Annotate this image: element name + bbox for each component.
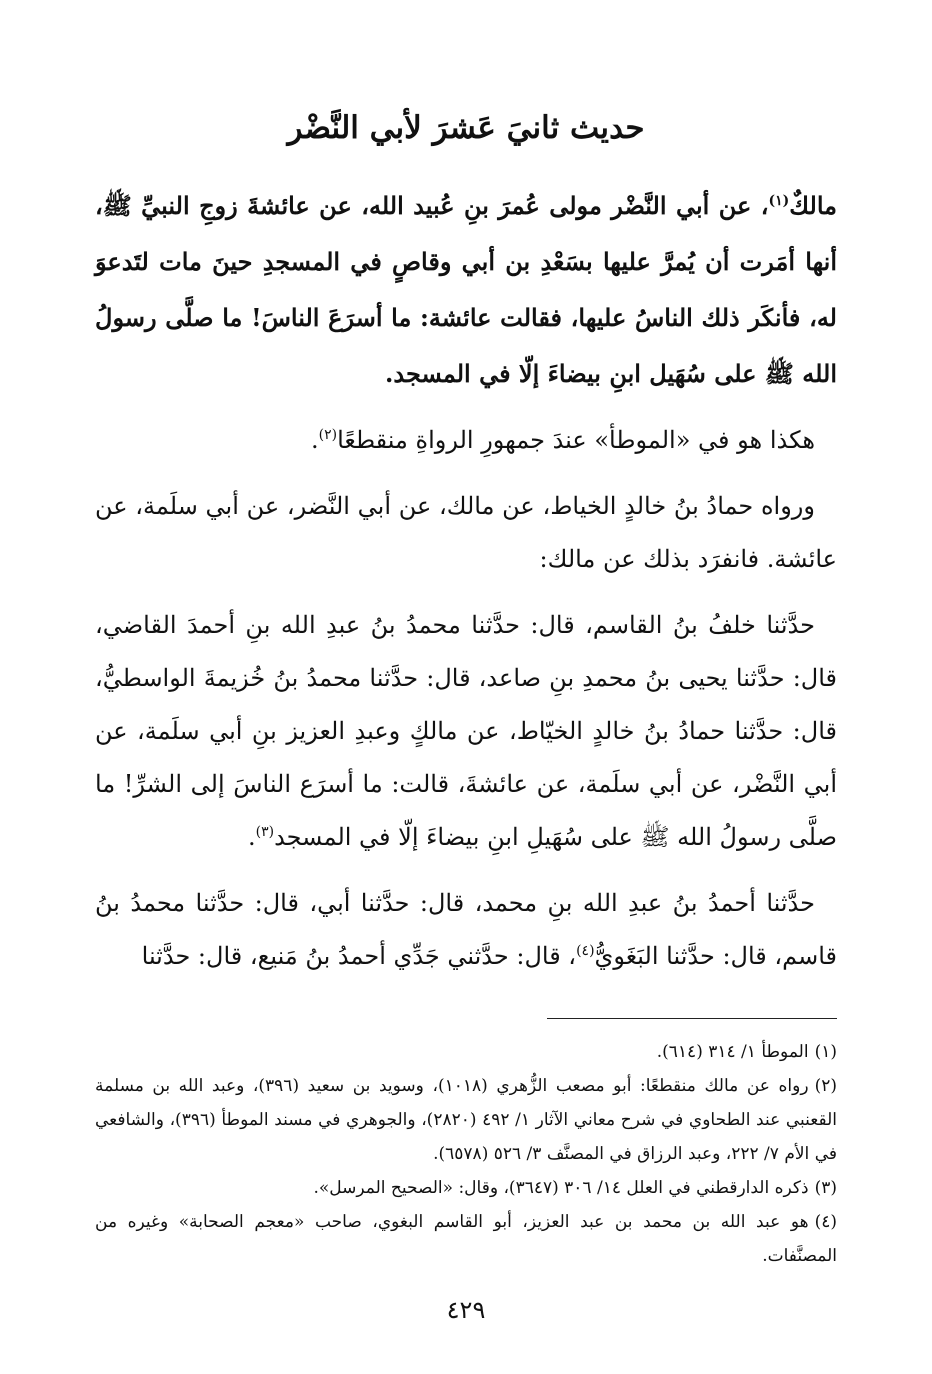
- hadith-text: [95, 178, 837, 402]
- footnote-marker-2: (٢): [318, 427, 338, 443]
- paragraph-1-text: هكذا هو في «الموطأ» عندَ جمهورِ الرواةِ منقطعًا: [337, 426, 815, 454]
- footnote-number: (٢): [814, 1076, 837, 1096]
- footnote-marker-1: (١): [768, 193, 790, 209]
- footnote-text: الموطأ ١/ ٣١٤ (٦١٤).: [656, 1042, 809, 1062]
- footnote-marker-3: (٣): [255, 824, 275, 840]
- paragraph-3-end: .: [247, 823, 256, 851]
- footnote-2: [95, 1069, 837, 1171]
- footnote-text: ذكره الدارقطني في العلل ١٤/ ٣٠٦ (٣٦٤٧)، وقال: «الصحيح المرسل».: [313, 1178, 809, 1198]
- paragraph-2: ورواه حمادُ بنُ خالدٍ الخياط، عن مالك، عن أبي النَّضر، عن أبي سلَمة، عن عائشة. فانفرَد بذلك عن مالك:: [95, 492, 837, 573]
- paragraph-1: [95, 414, 837, 467]
- footnote-number: (٣): [814, 1178, 837, 1198]
- footnotes: [95, 1035, 837, 1273]
- footnote-number: (١): [814, 1042, 837, 1062]
- footnote-text: رواه عن مالك منقطعًا: أبو مصعب الزُّهري (١٠١٨)، وسويد بن سعيد (٣٩٦)، وعبد الله بن مسلمة القعنبي عند الطحاوي في شرح معاني الآثار ١/ ٤٩٢ (٢٨٢٠)، والجوهري في مسند الموطأ (٣٩٦)، والشافعي في الأم ٧/ ٢٢٢، وعبد الرزاق في المصنَّف ٣/ ٥٢٦ (٦٥٧٨).: [95, 1076, 837, 1164]
- page-body: [95, 100, 837, 1273]
- paragraph-3-text: حدَّثنا خلفُ بنُ القاسم، قال: حدَّثنا محمدُ بنُ عبدِ الله بنِ أحمدَ القاضي، قال: حدَّثنا يحيى بنُ محمدِ بنِ صاعد، قال: حدَّثنا محمدُ بنُ خُزيمةَ الواسطيُّ، قال: حدَّثنا حمادُ بنُ خالدٍ الخيّاط، عن مالكٍ وعبدِ العزيز بنِ أبي سلَمة، عن أبي النَّضْر، عن أبي سلَمة، عن عائشةَ، قالت: ما أسرَع الناسَ إلى الشرِّ! ما صلَّى رسولُ الله ﷺ على سُهَيلِ ابنِ بيضاءَ إلّا في المسجد: [95, 611, 837, 851]
- paragraph-1-end: .: [310, 426, 319, 454]
- hadith-rest: ، عن أبي النَّضْر مولى عُمرَ بنِ عُبيد الله، عن عائشةَ زوجِ النبيِّ ﷺ، أنها أمَرت أن يُمرَّ عليها بسَعْدِ بن أبي وقاصٍ في المسجدِ حينَ مات لتَدعوَ له، فأنكَر ذلك الناسُ عليها، فقالت عائشة: ما أسرَعَ الناسَ! ما صلَّى رسولُ الله ﷺ على سُهَيل ابنِ بيضاءَ إلّا في المسجد.: [95, 191, 837, 388]
- paragraph-4: [95, 877, 837, 983]
- footnote-3: [95, 1171, 837, 1205]
- footnote-divider: [547, 1018, 837, 1019]
- footnote-marker-4: (٤): [576, 943, 595, 959]
- paragraph-4-rest: ، قال: حدَّثني جَدِّي أحمدُ بنُ مَنيع، قال: حدَّثنا: [141, 942, 577, 970]
- footnote-text: هو عبد الله بن محمد بن عبد العزيز، أبو القاسم البغوي، صاحب «معجم الصحابة» وغيره من المصنَّفات.: [95, 1212, 837, 1266]
- hadith-start: مالكٌ: [789, 191, 837, 220]
- paragraph-4-start: حدَّثنا أحمدُ بنُ عبدِ الله بنِ محمد، قال: حدَّثنا أبي، قال: حدَّثنا محمدُ بنُ قاسم، قال: حدَّثنا البَغَويُّ: [95, 889, 837, 970]
- footnote-4: [95, 1205, 837, 1273]
- footnote-number: (٤): [814, 1212, 837, 1232]
- footnote-1: [95, 1035, 837, 1069]
- paragraph-3: [95, 599, 837, 864]
- chapter-title: حديث ثانيَ عَشرَ لأبي النَّضْر: [287, 110, 645, 146]
- page-number: ٤٢٩: [446, 1296, 486, 1324]
